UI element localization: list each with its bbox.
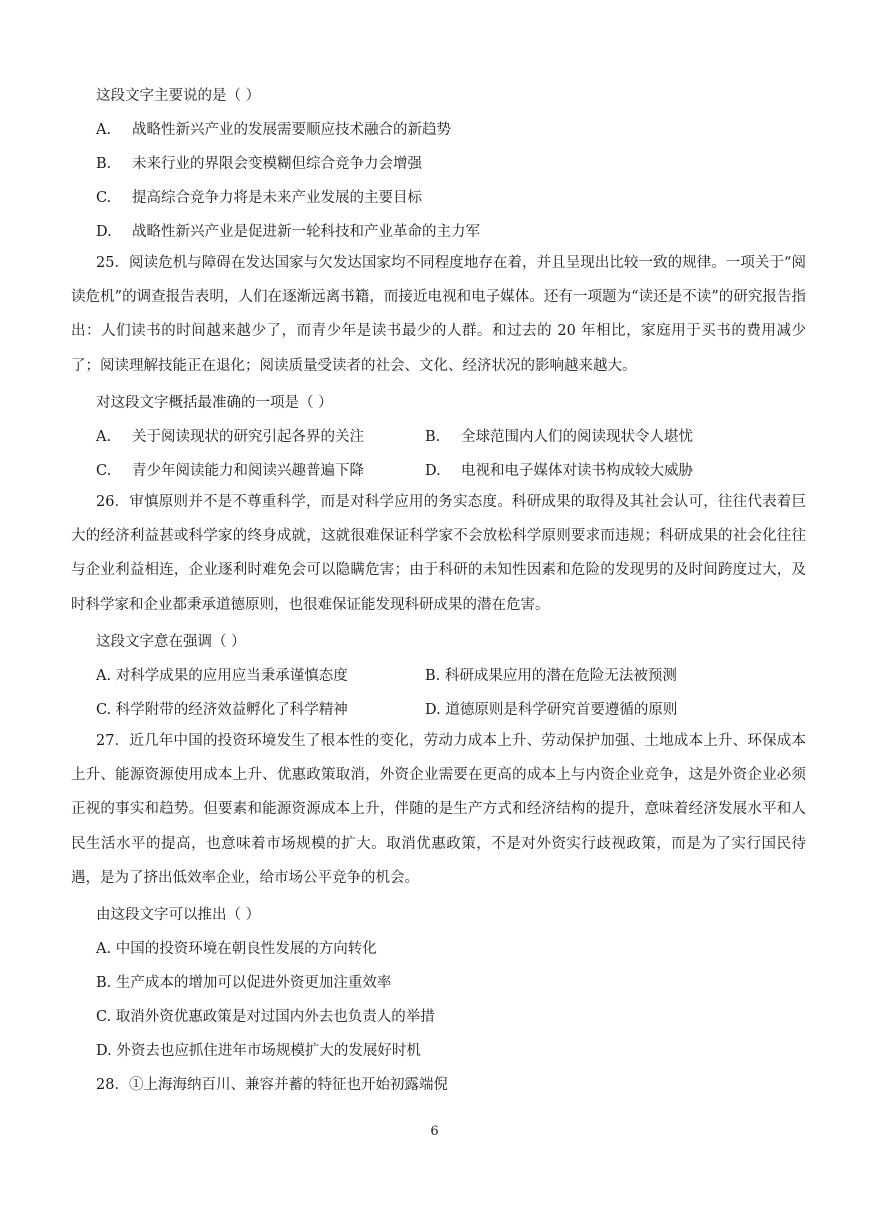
q27-option-c bbox=[96, 1007, 435, 1027]
option-label: D. bbox=[425, 463, 441, 479]
q26-passage: 26．审慎原则并不是不尊重科学，而是对科学应用的务实态度。科研成果的取得及其社会认可，往往代表着巨大的经济利益甚或科学家的终身成就，这就很难保证科学家不会放松科学原则要求而违规；科研成果的社会化往往与企业利益相连，企业逐利时难免会可以隐瞒危害；由于科研的未知性因素和危险的发现男的及时间跨度过大，及时科学家和企业都秉承道德原则，也很难保证能发现科研成果的潜在危害。 bbox=[71, 494, 806, 613]
option-label: C. bbox=[96, 190, 112, 206]
q26-option-a bbox=[96, 666, 348, 686]
option-label: B. bbox=[425, 668, 441, 684]
option-text: 生产成本的增加可以促进外资更加注重效率 bbox=[115, 975, 392, 991]
option-text: 全球范围内人们的阅读现状令人堪忧 bbox=[461, 429, 693, 445]
q24-option-b bbox=[96, 154, 422, 174]
q26-option-d bbox=[425, 700, 677, 720]
q26-option-b bbox=[425, 666, 677, 686]
q25-stem: 对这段文字概括最准确的一项是（ ） bbox=[96, 395, 333, 411]
q24-option-c bbox=[96, 188, 422, 208]
q24-stem: 这段文字主要说的是（ ） bbox=[96, 88, 261, 104]
option-text: 科学附带的经济效益孵化了科学精神 bbox=[115, 702, 348, 718]
option-label: D. bbox=[96, 224, 112, 240]
option-text: 提高综合竞争力将是未来产业发展的主要目标 bbox=[132, 190, 422, 206]
option-text: 对科学成果的应用应当秉承谨慎态度 bbox=[115, 668, 348, 684]
q27-option-a bbox=[96, 939, 377, 959]
option-text: 战略性新兴产业是促进新一轮科技和产业革命的主力军 bbox=[132, 224, 480, 240]
option-label: A. bbox=[96, 668, 112, 684]
option-label: B. bbox=[96, 975, 112, 991]
q25-option-c bbox=[96, 461, 364, 481]
q24-option-d bbox=[96, 222, 480, 242]
q27-passage: 27．近几年中国的投资环境发生了根本性的变化，劳动力成本上升、劳动保护加强、土地成本上升、环保成本上升、能源资源使用成本上升、优惠政策取消，外资企业需要在更高的成本上与内资企业竞争，这是外资企业必须正视的事实和趋势。但要素和能源资源成本上升，伴随的是生产方式和经济结构的提升，意味着经济发展水平和人民生活水平的提高，也意味着市场规模的扩大。取消优惠政策，不是对外资实行歧视政策，而是为了实行国民待遇，是为了挤出低效率企业，给市场公平竞争的机会。 bbox=[71, 733, 806, 886]
q27-option-b bbox=[96, 973, 391, 993]
page-number: 6 bbox=[430, 1124, 439, 1139]
option-text: 青少年阅读能力和阅读兴趣普遍下降 bbox=[132, 463, 364, 479]
q27-stem: 由这段文字可以推出（ ） bbox=[96, 907, 261, 923]
option-text: 取消外资优惠政策是对过国内外去也负责人的举措 bbox=[115, 1009, 435, 1025]
q25-passage: 25．阅读危机与障碍在发达国家与欠发达国家均不同程度地存在着，并且呈现出比较一致的规律。一项关于“阅读危机”的调查报告表明，人们在逐渐远离书籍，而接近电视和电子媒体。还有一项题为“读还是不读”的研究报告指出：人们读书的时间越来越少了，而青少年是读书最少的人群。和过去的 20 年相比，家庭用于买书的费用减少了；阅读理解技能正在退化；阅读质量受读者的社会、文化、经济状况的影响越来越大。 bbox=[71, 255, 806, 374]
q26-stem: 这段文字意在强调（ ） bbox=[96, 634, 246, 650]
option-label: D. bbox=[425, 702, 441, 718]
option-label: B. bbox=[425, 429, 441, 445]
option-label: A. bbox=[96, 122, 112, 138]
q25-options-row-1 bbox=[96, 427, 364, 447]
option-label: C. bbox=[96, 463, 112, 479]
option-label: C. bbox=[96, 1009, 112, 1025]
option-text: 关于阅读现状的研究引起各界的关注 bbox=[132, 429, 364, 445]
option-label: A. bbox=[96, 429, 112, 445]
option-text: 中国的投资环境在朝良性发展的方向转化 bbox=[115, 941, 377, 957]
option-text: 电视和电子媒体对读书构成较大威胁 bbox=[461, 463, 693, 479]
option-text: 科研成果应用的潜在危险无法被预测 bbox=[444, 668, 677, 684]
q27-option-d bbox=[96, 1041, 421, 1061]
q25-option-a bbox=[96, 429, 364, 445]
q25-option-d bbox=[425, 461, 693, 481]
q25-option-b bbox=[425, 427, 693, 447]
q26-option-c bbox=[96, 700, 348, 720]
q24-option-a bbox=[96, 120, 451, 140]
option-label: D. bbox=[96, 1043, 112, 1059]
option-text: 外资去也应抓住进年市场规模扩大的发展好时机 bbox=[116, 1043, 421, 1059]
option-label: C. bbox=[96, 702, 112, 718]
option-label: B. bbox=[96, 156, 112, 172]
option-text: 未来行业的界限会变模糊但综合竞争力会增强 bbox=[132, 156, 422, 172]
option-label: A. bbox=[96, 941, 112, 957]
option-text: 战略性新兴产业的发展需要顺应技术融合的新趋势 bbox=[132, 122, 451, 138]
option-text: 道德原则是科学研究首要遵循的原则 bbox=[445, 702, 678, 718]
q28-first-line: 28．①上海海纳百川、兼容并蓄的特征也开始初露端倪 bbox=[96, 1077, 448, 1093]
